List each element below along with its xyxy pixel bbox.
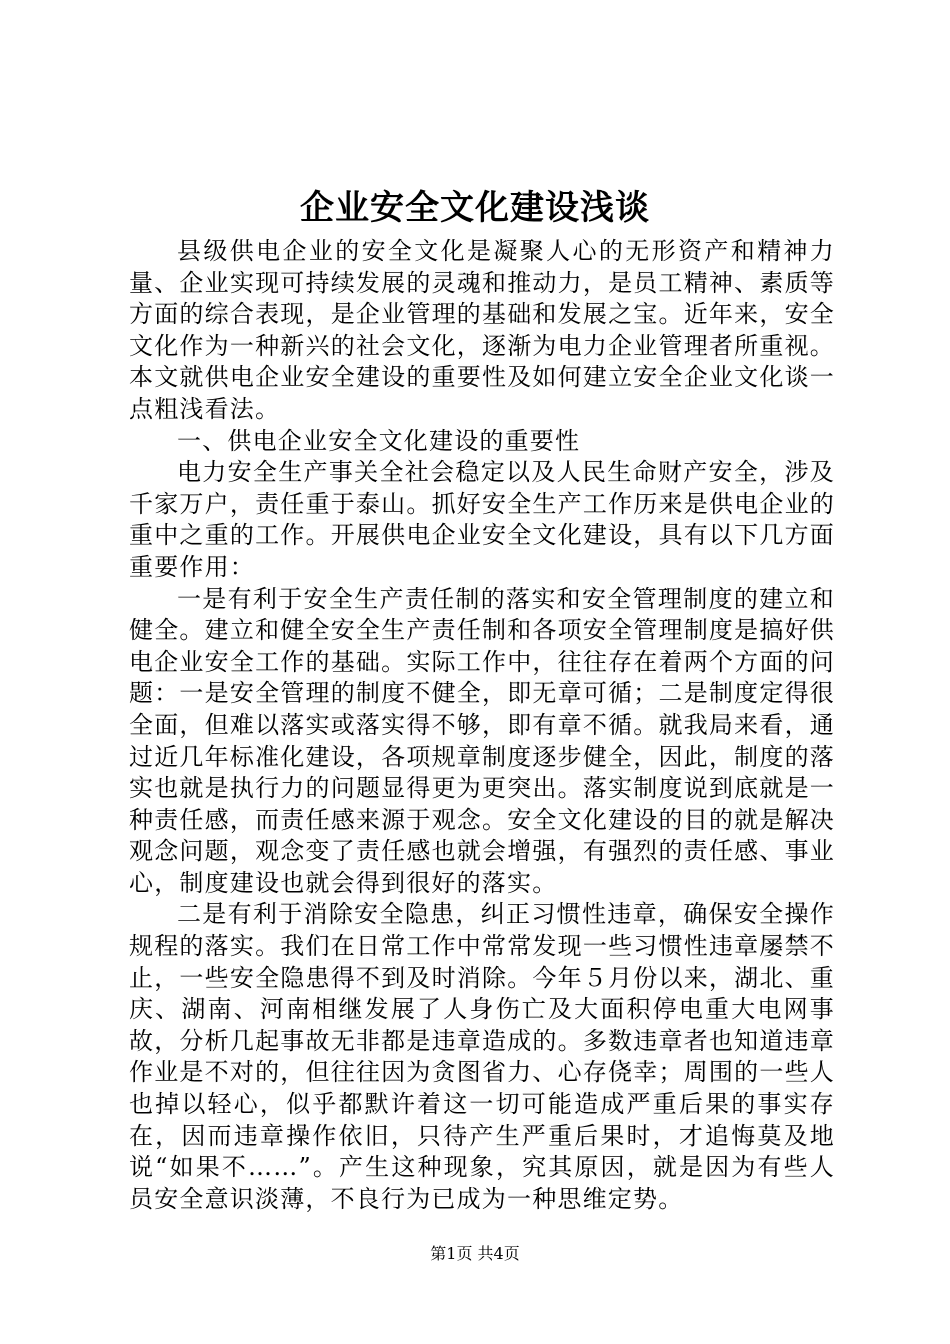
page-number-footer: 第1页 共4页 (430, 1244, 520, 1263)
paragraph-point-one: 一是有利于安全生产责任制的落实和安全管理制度的建立和健全。建立和健全安全生产责任制和各项安全管理制度是搞好供电企业安全工作的基础。实际工作中，往往存在着两个方面的问题：一是安全管理的制度不健全，即无章可循；二是制度定得很全面，但难以落实或落实得不够，即有章不循。就我局来看，通过近几年标准化建设，各项规章制度逐步健全，因此，制度的落实也就是执行力的问题显得更为更突出。落实制度说到底就是一种责任感，而责任感来源于观念。安全文化建设的目的就是解决观念问题，观念变了责任感也就会增强，有强烈的责任感、事业心，制度建设也就会得到很好的落实。 (129, 584, 835, 897)
paragraph-point-two: 二是有利于消除安全隐患，纠正习惯性违章，确保安全操作规程的落实。我们在日常工作中常常发现一些习惯性违章屡禁不止，一些安全隐患得不到及时消除。今年５月份以来，湖北、重庆、湖南、河南相继发展了人身伤亡及大面积停电重大电网事故，分析几起事故无非都是违章造成的。多数违章者也知道违章作业是不对的，但往往因为贪图省力、心存侥幸；周围的一些人也掉以轻心，似乎都默许着这一切可能造成严重后果的事实存在，因而违章操作依旧，只待产生严重后果时，才追悔莫及地说“如果不……”。产生这种现象，究其原因，就是因为有些人员安全意识淡薄，不良行为已成为一种思维定势。 (129, 900, 835, 1213)
document-title: 企业安全文化建设浅谈 (300, 188, 650, 228)
document-body (129, 236, 835, 1215)
section-heading: 一、供电企业安全文化建设的重要性 (177, 426, 581, 455)
paragraph-intro: 县级供电企业的安全文化是凝聚人心的无形资产和精神力量、企业实现可持续发展的灵魂和推动力，是员工精神、素质等方面的综合表现，是企业管理的基础和发展之宝。近年来，安全文化作为一种新兴的社会文化，逐渐为电力企业管理者所重视。本文就供电企业安全建设的重要性及如何建立安全企业文化谈一点粗浅看法。 (129, 237, 835, 423)
paragraph-importance: 电力安全生产事关全社会稳定以及人民生命财产安全，涉及千家万户，责任重于泰山。抓好安全生产工作历来是供电企业的重中之重的工作。开展供电企业安全文化建设，具有以下几方面重要作用： (129, 458, 835, 581)
